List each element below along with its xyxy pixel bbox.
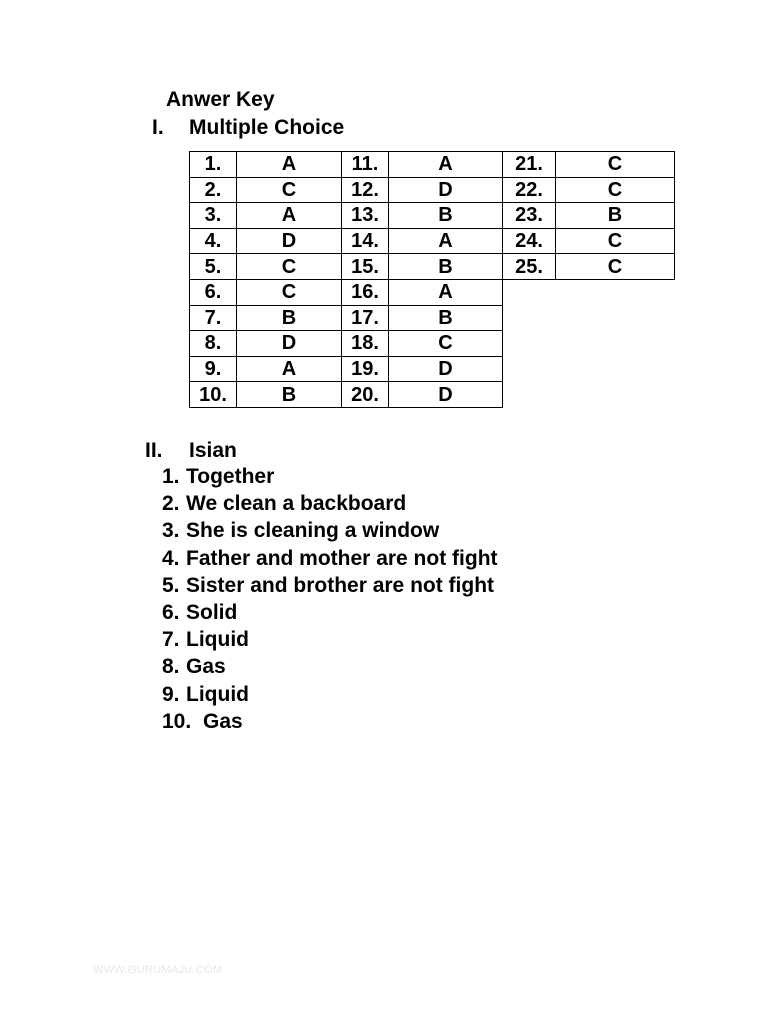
question-number-cell: 1.: [190, 152, 237, 178]
answer-row: [190, 382, 675, 408]
section-title: Isian: [189, 439, 237, 462]
item-text: Father and mother are not fight: [186, 546, 498, 570]
question-number-cell: 9.: [190, 356, 237, 382]
item-number: 6.: [162, 600, 180, 624]
question-number-cell: 8.: [190, 331, 237, 357]
empty-cell: [556, 279, 675, 305]
answer-letter-cell: A: [237, 203, 342, 229]
list-item: [162, 572, 498, 599]
question-number-cell: 13.: [342, 203, 389, 229]
answer-letter-cell: C: [237, 254, 342, 280]
question-number-cell: 11.: [342, 152, 389, 178]
answer-letter-cell: B: [389, 254, 503, 280]
empty-cell: [556, 356, 675, 382]
answer-row: [190, 331, 675, 357]
answer-table: [189, 151, 675, 408]
answer-row: [190, 203, 675, 229]
item-text: Solid: [186, 600, 238, 624]
watermark-text: WWW.GURUMAJU.COM: [93, 964, 223, 976]
item-text: Gas: [186, 655, 226, 679]
list-item: [162, 708, 498, 735]
item-text: Sister and brother are not fight: [186, 573, 495, 597]
question-number-cell: 5.: [190, 254, 237, 280]
question-number-cell: 19.: [342, 356, 389, 382]
empty-cell: [556, 382, 675, 408]
answer-letter-cell: C: [237, 279, 342, 305]
list-item: [162, 463, 498, 490]
empty-cell: [503, 382, 556, 408]
item-text: Liquid: [186, 628, 249, 652]
question-number-cell: 17.: [342, 305, 389, 331]
question-number-cell: 14.: [342, 228, 389, 254]
answer-letter-cell: A: [389, 228, 503, 254]
empty-cell: [503, 305, 556, 331]
section-heading-isian: [145, 439, 445, 463]
answer-row: [190, 356, 675, 382]
item-text: We clean a backboard: [186, 492, 407, 516]
item-number: 4.: [162, 546, 180, 570]
question-number-cell: 25.: [503, 254, 556, 280]
answer-letter-cell: C: [237, 177, 342, 203]
question-number-cell: 21.: [503, 152, 556, 178]
list-item: [162, 626, 498, 653]
item-number: 2.: [162, 492, 180, 516]
answer-letter-cell: D: [237, 331, 342, 357]
empty-cell: [503, 279, 556, 305]
answer-letter-cell: D: [389, 356, 503, 382]
answer-letter-cell: A: [389, 152, 503, 178]
item-number: 7.: [162, 628, 180, 652]
question-number-cell: 18.: [342, 331, 389, 357]
question-number-cell: 15.: [342, 254, 389, 280]
answer-letter-cell: B: [556, 203, 675, 229]
item-text: Liquid: [186, 682, 249, 706]
item-number: 3.: [162, 519, 180, 543]
question-number-cell: 20.: [342, 382, 389, 408]
item-number: 8.: [162, 655, 180, 679]
section-number: I.: [152, 116, 164, 139]
answer-letter-cell: C: [556, 152, 675, 178]
answer-letter-cell: D: [389, 382, 503, 408]
item-number: 5.: [162, 573, 180, 597]
answer-letter-cell: D: [389, 177, 503, 203]
item-number: 9.: [162, 682, 180, 706]
empty-cell: [503, 356, 556, 382]
empty-cell: [556, 331, 675, 357]
item-text: She is cleaning a window: [186, 519, 440, 543]
answer-letter-cell: C: [556, 228, 675, 254]
question-number-cell: 23.: [503, 203, 556, 229]
answer-letter-cell: A: [237, 356, 342, 382]
question-number-cell: 22.: [503, 177, 556, 203]
empty-cell: [503, 331, 556, 357]
list-item: [162, 599, 498, 626]
section-heading-multiple-choice: [152, 116, 452, 140]
section-number: II.: [145, 439, 163, 462]
question-number-cell: 7.: [190, 305, 237, 331]
page-title: Anwer Key: [166, 88, 275, 111]
answer-row: [190, 228, 675, 254]
answer-letter-cell: A: [237, 152, 342, 178]
answer-row: [190, 305, 675, 331]
answer-table-body: [190, 152, 675, 408]
list-item: [162, 545, 498, 572]
isian-answer-list: [162, 463, 498, 735]
question-number-cell: 6.: [190, 279, 237, 305]
answer-row: [190, 254, 675, 280]
answer-row: [190, 152, 675, 178]
question-number-cell: 12.: [342, 177, 389, 203]
answer-row: [190, 279, 675, 305]
question-number-cell: 3.: [190, 203, 237, 229]
question-number-cell: 2.: [190, 177, 237, 203]
answer-letter-cell: C: [389, 331, 503, 357]
answer-row: [190, 177, 675, 203]
item-text: Together: [186, 465, 275, 488]
answer-letter-cell: C: [556, 177, 675, 203]
item-number: 10.: [162, 709, 192, 733]
list-item: [162, 490, 498, 517]
answer-letter-cell: B: [389, 203, 503, 229]
item-number: 1.: [162, 465, 180, 488]
answer-letter-cell: D: [237, 228, 342, 254]
list-item: [162, 517, 498, 544]
question-number-cell: 16.: [342, 279, 389, 305]
answer-letter-cell: B: [389, 305, 503, 331]
answer-letter-cell: A: [389, 279, 503, 305]
list-item: [162, 653, 498, 680]
question-number-cell: 4.: [190, 228, 237, 254]
section-title: Multiple Choice: [189, 116, 345, 139]
question-number-cell: 10.: [190, 382, 237, 408]
answer-letter-cell: B: [237, 305, 342, 331]
answer-letter-cell: B: [237, 382, 342, 408]
item-text: Gas: [203, 709, 243, 733]
empty-cell: [556, 305, 675, 331]
question-number-cell: 24.: [503, 228, 556, 254]
list-item: [162, 681, 498, 708]
answer-letter-cell: C: [556, 254, 675, 280]
